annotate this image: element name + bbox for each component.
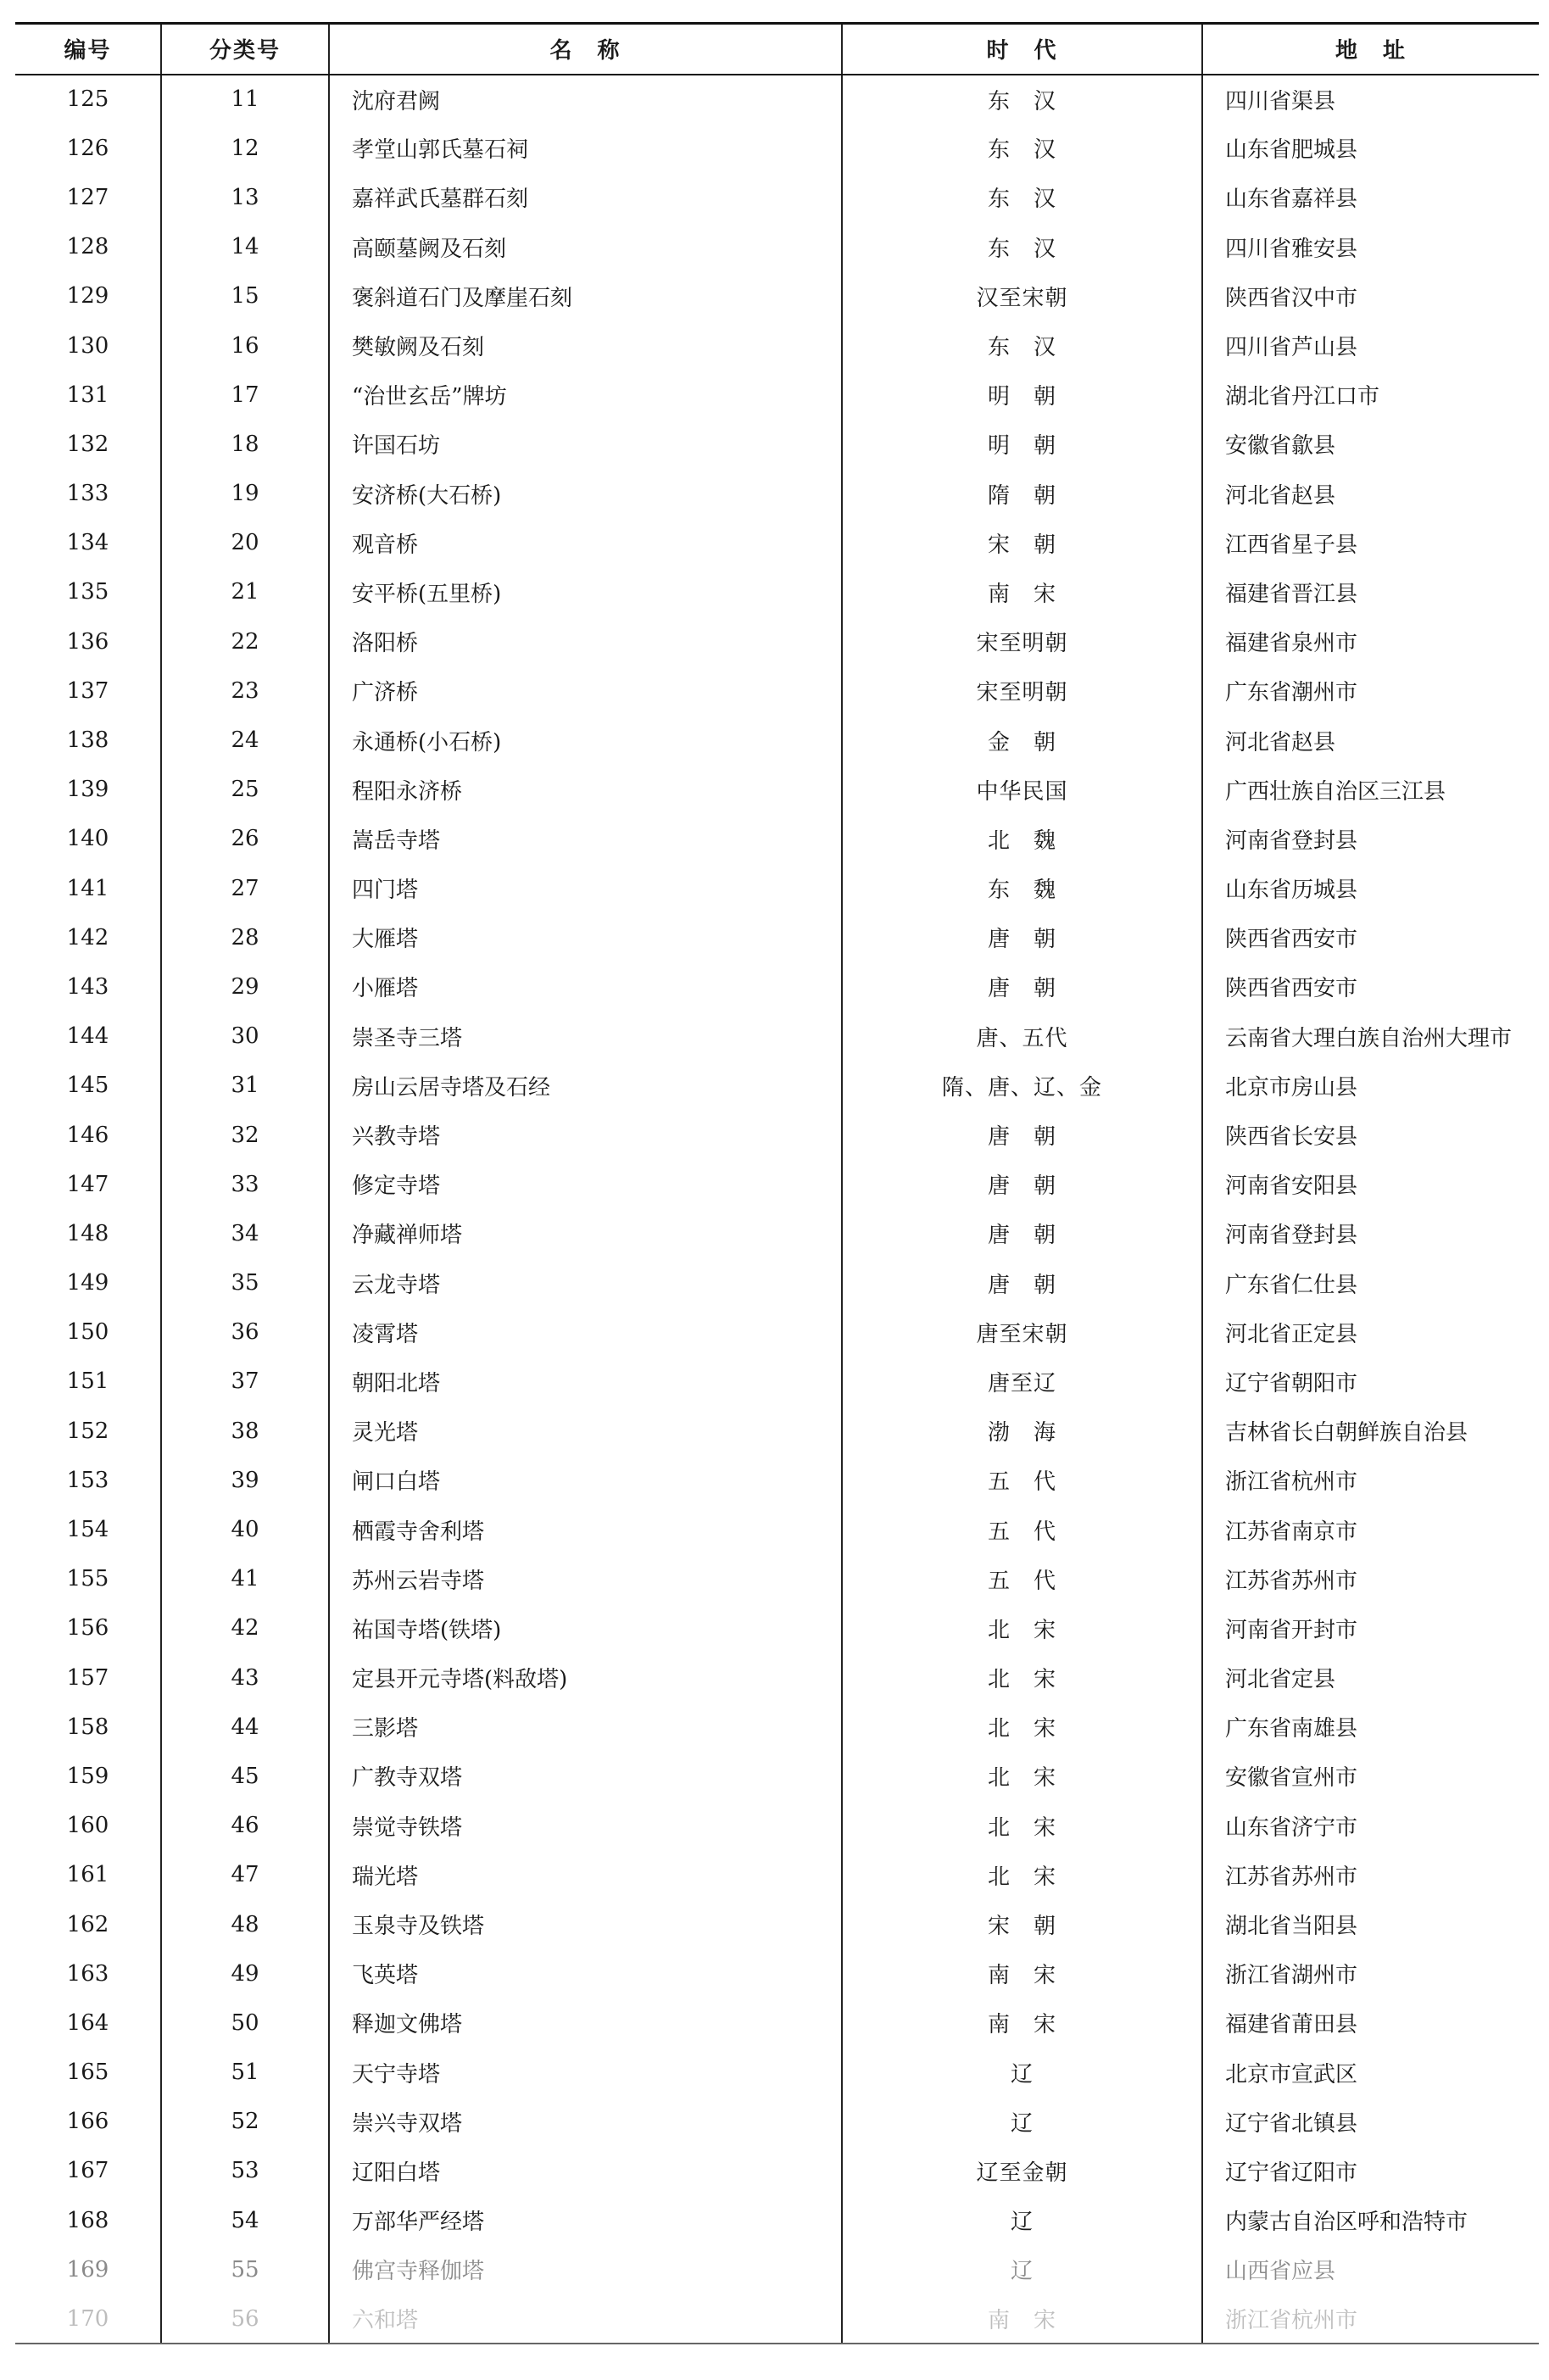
cell-category: 34 xyxy=(161,1209,329,1258)
table-row xyxy=(15,2245,1539,2294)
cell-address: 山东省济宁市 xyxy=(1202,1801,1539,1850)
cell-address: 河南省安阳县 xyxy=(1202,1160,1539,1209)
cell-name: 天宁寺塔 xyxy=(329,2048,842,2097)
cell-number: 162 xyxy=(66,1911,109,1937)
cell-address: 辽宁省朝阳市 xyxy=(1202,1357,1539,1406)
cell-address: 浙江省湖州市 xyxy=(1202,1949,1539,1998)
cell-address: 广东省南雄县 xyxy=(1202,1703,1539,1752)
cell-category: 30 xyxy=(161,1012,329,1061)
cell-number: 145 xyxy=(66,1073,109,1099)
table-row xyxy=(15,2146,1539,2195)
heritage-table-page xyxy=(15,22,1539,2344)
cell-name: 朝阳北塔 xyxy=(329,1357,842,1406)
cell-name: 安平桥(五里桥) xyxy=(329,567,842,616)
cell-number: 146 xyxy=(66,1122,109,1148)
cell-number: 160 xyxy=(66,1813,109,1839)
cell-name: 闸口白塔 xyxy=(329,1456,842,1505)
cell-category: 15 xyxy=(161,271,329,320)
cell-address: 山西省应县 xyxy=(1202,2245,1539,2294)
cell-address: 江苏省苏州市 xyxy=(1202,1554,1539,1603)
cell-number: 128 xyxy=(66,234,109,260)
cell-name: 嘉祥武氏墓群石刻 xyxy=(329,173,842,222)
table-row xyxy=(15,2196,1539,2245)
table-header xyxy=(15,24,1539,75)
cell-era: 辽 xyxy=(842,2196,1202,2245)
cell-era: 南 宋 xyxy=(842,2294,1202,2344)
cell-category: 32 xyxy=(161,1110,329,1159)
cell-category: 29 xyxy=(161,962,329,1012)
cell-era: 唐 朝 xyxy=(842,962,1202,1012)
table-row xyxy=(15,913,1539,962)
cell-category: 11 xyxy=(161,75,329,124)
cell-category: 47 xyxy=(161,1850,329,1899)
cell-address: 陕西省长安县 xyxy=(1202,1110,1539,1159)
cell-name: 四门塔 xyxy=(329,864,842,913)
cell-name: 洛阳桥 xyxy=(329,617,842,666)
column-header-era: 时 代 xyxy=(842,24,1202,75)
cell-category: 31 xyxy=(161,1061,329,1110)
cell-number: 154 xyxy=(66,1517,109,1543)
cell-era: 辽 xyxy=(842,2245,1202,2294)
cell-number: 136 xyxy=(66,628,109,655)
cell-address: 福建省泉州市 xyxy=(1202,617,1539,666)
table-row xyxy=(15,518,1539,567)
cell-category: 18 xyxy=(161,420,329,469)
table-row xyxy=(15,1258,1539,1307)
heritage-sites-table xyxy=(15,22,1539,2344)
cell-number: 132 xyxy=(66,431,109,457)
cell-address: 广西壮族自治区三江县 xyxy=(1202,765,1539,814)
cell-category: 37 xyxy=(161,1357,329,1406)
cell-category: 25 xyxy=(161,765,329,814)
cell-era: 唐 朝 xyxy=(842,913,1202,962)
table-row xyxy=(15,1061,1539,1110)
cell-era: 北 宋 xyxy=(842,1603,1202,1653)
cell-era: 南 宋 xyxy=(842,1949,1202,1998)
cell-category: 24 xyxy=(161,716,329,765)
cell-era: 宋至明朝 xyxy=(842,666,1202,716)
cell-number: 166 xyxy=(66,2109,109,2135)
cell-name: 樊敏阙及石刻 xyxy=(329,320,842,370)
cell-address: 辽宁省辽阳市 xyxy=(1202,2146,1539,2195)
cell-era: 辽至金朝 xyxy=(842,2146,1202,2195)
cell-category: 55 xyxy=(161,2245,329,2294)
table-row xyxy=(15,1456,1539,1505)
cell-number: 170 xyxy=(15,2294,161,2344)
cell-name: 崇觉寺铁塔 xyxy=(329,1801,842,1850)
cell-category: 36 xyxy=(161,1307,329,1357)
table-row xyxy=(15,666,1539,716)
table-row xyxy=(15,2097,1539,2146)
cell-era: 唐至宋朝 xyxy=(842,1307,1202,1357)
cell-address: 四川省雅安县 xyxy=(1202,222,1539,271)
cell-name: 飞英塔 xyxy=(329,1949,842,1998)
cell-number: 161 xyxy=(66,1862,109,1888)
cell-era: 明 朝 xyxy=(842,420,1202,469)
cell-name: 修定寺塔 xyxy=(329,1160,842,1209)
table-row xyxy=(15,1752,1539,1801)
cell-category: 49 xyxy=(161,1949,329,1998)
cell-address: 安徽省宣州市 xyxy=(1202,1752,1539,1801)
cell-address: 江苏省苏州市 xyxy=(1202,1850,1539,1899)
cell-address: 广东省潮州市 xyxy=(1202,666,1539,716)
table-row xyxy=(15,1160,1539,1209)
cell-address: 河南省开封市 xyxy=(1202,1603,1539,1653)
table-row xyxy=(15,1209,1539,1258)
cell-number: 155 xyxy=(66,1566,109,1592)
table-row xyxy=(15,1012,1539,1061)
cell-address: 河南省登封县 xyxy=(1202,1209,1539,1258)
cell-era: 隋 朝 xyxy=(842,469,1202,518)
cell-category: 48 xyxy=(161,1899,329,1948)
cell-name: 安济桥(大石桥) xyxy=(329,469,842,518)
cell-address: 辽宁省北镇县 xyxy=(1202,2097,1539,2146)
cell-address: 福建省晋江县 xyxy=(1202,567,1539,616)
cell-number: 144 xyxy=(66,1023,109,1050)
cell-address: 内蒙古自治区呼和浩特市 xyxy=(1202,2196,1539,2245)
cell-name: 瑞光塔 xyxy=(329,1850,842,1899)
cell-address: 北京市房山县 xyxy=(1202,1061,1539,1110)
table-body xyxy=(15,75,1539,2344)
cell-number: 159 xyxy=(66,1763,109,1789)
column-header-address: 地 址 xyxy=(1202,24,1539,75)
cell-name: 房山云居寺塔及石经 xyxy=(329,1061,842,1110)
table-row xyxy=(15,173,1539,222)
cell-category: 35 xyxy=(161,1258,329,1307)
table-row xyxy=(15,320,1539,370)
cell-era: 明 朝 xyxy=(842,371,1202,420)
cell-category: 54 xyxy=(161,2196,329,2245)
cell-name: 沈府君阙 xyxy=(329,75,842,124)
cell-category: 56 xyxy=(161,2294,329,2344)
cell-number: 147 xyxy=(66,1171,109,1197)
table-row xyxy=(15,1307,1539,1357)
table-row xyxy=(15,1554,1539,1603)
cell-era: 东 汉 xyxy=(842,124,1202,173)
cell-name: 小雁塔 xyxy=(329,962,842,1012)
cell-category: 22 xyxy=(161,617,329,666)
cell-era: 北 宋 xyxy=(842,1653,1202,1703)
table-row xyxy=(15,1505,1539,1554)
cell-address: 河北省赵县 xyxy=(1202,716,1539,765)
column-header-category: 分类号 xyxy=(161,24,329,75)
cell-number: 142 xyxy=(66,924,109,950)
table-row xyxy=(15,716,1539,765)
cell-era: 宋 朝 xyxy=(842,518,1202,567)
cell-era: 北 宋 xyxy=(842,1703,1202,1752)
cell-category: 26 xyxy=(161,814,329,863)
cell-name: 广教寺双塔 xyxy=(329,1752,842,1801)
cell-era: 唐 朝 xyxy=(842,1209,1202,1258)
cell-number: 168 xyxy=(66,2207,109,2233)
table-row xyxy=(15,1801,1539,1850)
cell-number: 164 xyxy=(66,2009,109,2036)
cell-category: 38 xyxy=(161,1407,329,1456)
cell-number: 150 xyxy=(66,1319,109,1346)
cell-name: 孝堂山郭氏墓石祠 xyxy=(329,124,842,173)
cell-address: 北京市宣武区 xyxy=(1202,2048,1539,2097)
cell-address: 河南省登封县 xyxy=(1202,814,1539,863)
cell-era: 五 代 xyxy=(842,1456,1202,1505)
cell-era: 辽 xyxy=(842,2097,1202,2146)
cell-number: 158 xyxy=(66,1714,109,1740)
table-row xyxy=(15,567,1539,616)
cell-name: 灵光塔 xyxy=(329,1407,842,1456)
cell-name: 凌霄塔 xyxy=(329,1307,842,1357)
cell-era: 北 宋 xyxy=(842,1850,1202,1899)
cell-name: 兴教寺塔 xyxy=(329,1110,842,1159)
cell-address: 浙江省杭州市 xyxy=(1202,2294,1539,2344)
cell-era: 汉至宋朝 xyxy=(842,271,1202,320)
column-header-number: 编号 xyxy=(15,24,161,75)
cell-address: 陕西省西安市 xyxy=(1202,962,1539,1012)
cell-era: 南 宋 xyxy=(842,567,1202,616)
table-row xyxy=(15,1110,1539,1159)
cell-name: 玉泉寺及铁塔 xyxy=(329,1899,842,1948)
cell-number: 133 xyxy=(66,481,109,507)
cell-category: 33 xyxy=(161,1160,329,1209)
cell-name: 崇兴寺双塔 xyxy=(329,2097,842,2146)
cell-name: 万部华严经塔 xyxy=(329,2196,842,2245)
cell-address: 河北省定县 xyxy=(1202,1653,1539,1703)
table-row xyxy=(15,1998,1539,2048)
cell-name: 佛宫寺释伽塔 xyxy=(329,2245,842,2294)
cell-category: 20 xyxy=(161,518,329,567)
table-row xyxy=(15,765,1539,814)
table-row xyxy=(15,371,1539,420)
cell-name: 三影塔 xyxy=(329,1703,842,1752)
cell-category: 28 xyxy=(161,913,329,962)
cell-era: 唐 朝 xyxy=(842,1258,1202,1307)
cell-address: 浙江省杭州市 xyxy=(1202,1456,1539,1505)
table-row xyxy=(15,1703,1539,1752)
cell-name: 释迦文佛塔 xyxy=(329,1998,842,2048)
cell-address: 山东省历城县 xyxy=(1202,864,1539,913)
cell-category: 23 xyxy=(161,666,329,716)
cell-name: 大雁塔 xyxy=(329,913,842,962)
cell-category: 17 xyxy=(161,371,329,420)
cell-address: 福建省莆田县 xyxy=(1202,1998,1539,2048)
cell-address: 湖北省丹江口市 xyxy=(1202,371,1539,420)
cell-era: 东 汉 xyxy=(842,320,1202,370)
table-row xyxy=(15,1603,1539,1653)
column-header-name: 名 称 xyxy=(329,24,842,75)
cell-name: 广济桥 xyxy=(329,666,842,716)
cell-era: 东 汉 xyxy=(842,75,1202,124)
cell-number: 157 xyxy=(66,1664,109,1691)
cell-number: 139 xyxy=(66,777,109,803)
cell-era: 东 汉 xyxy=(842,222,1202,271)
cell-category: 40 xyxy=(161,1505,329,1554)
cell-number: 135 xyxy=(66,579,109,605)
table-row xyxy=(15,1850,1539,1899)
cell-address: 广东省仁仕县 xyxy=(1202,1258,1539,1307)
cell-category: 19 xyxy=(161,469,329,518)
table-row xyxy=(15,617,1539,666)
table-row xyxy=(15,2048,1539,2097)
cell-address: 四川省渠县 xyxy=(1202,75,1539,124)
cell-name: 栖霞寺舍利塔 xyxy=(329,1505,842,1554)
cell-address: 四川省芦山县 xyxy=(1202,320,1539,370)
cell-name: 定县开元寺塔(料敌塔) xyxy=(329,1653,842,1703)
cell-era: 中华民国 xyxy=(842,765,1202,814)
table-row xyxy=(15,2294,1539,2344)
cell-category: 21 xyxy=(161,567,329,616)
cell-address: 安徽省歙县 xyxy=(1202,420,1539,469)
cell-name: 辽阳白塔 xyxy=(329,2146,842,2195)
cell-category: 16 xyxy=(161,320,329,370)
cell-era: 唐 朝 xyxy=(842,1160,1202,1209)
cell-number: 131 xyxy=(66,382,109,408)
table-row xyxy=(15,124,1539,173)
cell-era: 唐至辽 xyxy=(842,1357,1202,1406)
cell-name: 云龙寺塔 xyxy=(329,1258,842,1307)
cell-number: 163 xyxy=(66,1960,109,1987)
cell-number: 138 xyxy=(66,727,109,754)
cell-era: 北 宋 xyxy=(842,1801,1202,1850)
cell-number: 129 xyxy=(66,283,109,309)
cell-number: 167 xyxy=(66,2158,109,2184)
cell-address: 陕西省汉中市 xyxy=(1202,271,1539,320)
cell-name: 净藏禅师塔 xyxy=(329,1209,842,1258)
cell-name: 六和塔 xyxy=(329,2294,842,2344)
cell-name: 嵩岳寺塔 xyxy=(329,814,842,863)
cell-address: 吉林省长白朝鲜族自治县 xyxy=(1202,1407,1539,1456)
cell-era: 渤 海 xyxy=(842,1407,1202,1456)
cell-category: 53 xyxy=(161,2146,329,2195)
cell-number: 125 xyxy=(66,86,109,113)
cell-name: 观音桥 xyxy=(329,518,842,567)
cell-number: 127 xyxy=(66,184,109,210)
cell-number: 141 xyxy=(66,875,109,901)
cell-number: 169 xyxy=(66,2256,109,2282)
table-row xyxy=(15,271,1539,320)
cell-address: 陕西省西安市 xyxy=(1202,913,1539,962)
cell-name: 永通桥(小石桥) xyxy=(329,716,842,765)
cell-number: 130 xyxy=(66,332,109,359)
cell-address: 山东省嘉祥县 xyxy=(1202,173,1539,222)
cell-category: 41 xyxy=(161,1554,329,1603)
cell-number: 153 xyxy=(66,1467,109,1493)
cell-number: 148 xyxy=(66,1220,109,1246)
table-row xyxy=(15,75,1539,124)
cell-name: 程阳永济桥 xyxy=(329,765,842,814)
cell-address: 江西省星子县 xyxy=(1202,518,1539,567)
cell-name: 苏州云岩寺塔 xyxy=(329,1554,842,1603)
cell-era: 辽 xyxy=(842,2048,1202,2097)
table-row xyxy=(15,222,1539,271)
cell-number: 165 xyxy=(66,2060,109,2086)
cell-number: 143 xyxy=(66,973,109,1000)
table-row xyxy=(15,1949,1539,1998)
cell-name: 高颐墓阙及石刻 xyxy=(329,222,842,271)
cell-era: 隋、唐、辽、金 xyxy=(842,1061,1202,1110)
cell-era: 北 宋 xyxy=(842,1752,1202,1801)
cell-name: 许国石坊 xyxy=(329,420,842,469)
cell-number: 152 xyxy=(66,1418,109,1444)
cell-category: 13 xyxy=(161,173,329,222)
cell-era: 五 代 xyxy=(842,1505,1202,1554)
cell-category: 50 xyxy=(161,1998,329,2048)
cell-category: 39 xyxy=(161,1456,329,1505)
cell-era: 金 朝 xyxy=(842,716,1202,765)
cell-number: 134 xyxy=(66,530,109,556)
cell-era: 宋 朝 xyxy=(842,1899,1202,1948)
table-row xyxy=(15,962,1539,1012)
cell-era: 东 魏 xyxy=(842,864,1202,913)
cell-name: “治世玄岳”牌坊 xyxy=(329,371,842,420)
cell-category: 14 xyxy=(161,222,329,271)
cell-number: 149 xyxy=(66,1270,109,1296)
table-row xyxy=(15,1357,1539,1406)
table-row xyxy=(15,1407,1539,1456)
cell-era: 南 宋 xyxy=(842,1998,1202,2048)
cell-name: 崇圣寺三塔 xyxy=(329,1012,842,1061)
cell-number: 126 xyxy=(66,135,109,161)
cell-name: 褒斜道石门及摩崖石刻 xyxy=(329,271,842,320)
cell-number: 156 xyxy=(66,1615,109,1641)
table-row xyxy=(15,864,1539,913)
cell-category: 45 xyxy=(161,1752,329,1801)
table-row xyxy=(15,420,1539,469)
cell-era: 宋至明朝 xyxy=(842,617,1202,666)
cell-category: 42 xyxy=(161,1603,329,1653)
cell-name: 祐国寺塔(铁塔) xyxy=(329,1603,842,1653)
cell-category: 51 xyxy=(161,2048,329,2097)
cell-number: 137 xyxy=(66,677,109,704)
cell-number: 151 xyxy=(66,1368,109,1395)
table-row xyxy=(15,1653,1539,1703)
cell-category: 43 xyxy=(161,1653,329,1703)
cell-category: 12 xyxy=(161,124,329,173)
cell-category: 27 xyxy=(161,864,329,913)
table-row xyxy=(15,1899,1539,1948)
cell-era: 唐 朝 xyxy=(842,1110,1202,1159)
cell-address: 河北省赵县 xyxy=(1202,469,1539,518)
cell-category: 52 xyxy=(161,2097,329,2146)
cell-address: 山东省肥城县 xyxy=(1202,124,1539,173)
cell-address: 河北省正定县 xyxy=(1202,1307,1539,1357)
cell-address: 湖北省当阳县 xyxy=(1202,1899,1539,1948)
cell-address: 江苏省南京市 xyxy=(1202,1505,1539,1554)
cell-category: 46 xyxy=(161,1801,329,1850)
cell-era: 东 汉 xyxy=(842,173,1202,222)
table-row xyxy=(15,814,1539,863)
cell-era: 北 魏 xyxy=(842,814,1202,863)
cell-era: 五 代 xyxy=(842,1554,1202,1603)
cell-number: 140 xyxy=(66,826,109,852)
cell-era: 唐、五代 xyxy=(842,1012,1202,1061)
table-row xyxy=(15,469,1539,518)
cell-category: 44 xyxy=(161,1703,329,1752)
cell-address: 云南省大理白族自治州大理市 xyxy=(1202,1012,1539,1061)
